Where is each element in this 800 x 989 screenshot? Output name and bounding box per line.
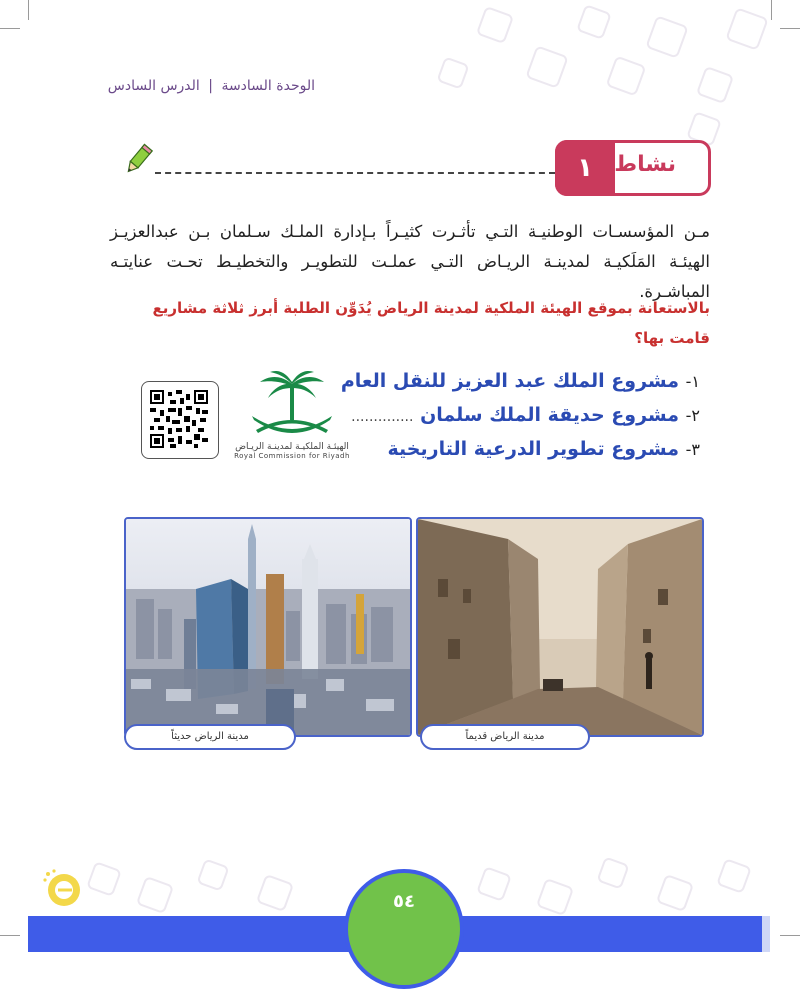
crop-mark bbox=[771, 0, 772, 20]
footer-edge bbox=[762, 916, 770, 952]
photo-modern-riyadh bbox=[124, 517, 412, 737]
answer-text: مشروع تطوير الدرعية التاريخية bbox=[387, 438, 679, 460]
page-number-badge bbox=[344, 869, 464, 989]
answer-line-3 bbox=[360, 438, 700, 460]
unit-title: الوحدة السادسة bbox=[221, 78, 315, 94]
unit-lesson-header bbox=[108, 78, 315, 94]
caption-old-riyadh: مدينة الرياض قديماً bbox=[420, 724, 590, 750]
header-separator: | bbox=[208, 78, 213, 94]
answer-number: ٢- bbox=[685, 406, 700, 425]
crop-mark bbox=[28, 0, 29, 20]
activity-number: ١ bbox=[555, 140, 615, 196]
photo-old-riyadh bbox=[416, 517, 704, 737]
logo-arabic-text: الهيئـة الملكيـة لمدينـة الريـاض bbox=[235, 442, 349, 452]
activity-label: نشاط bbox=[614, 152, 676, 177]
activity-question: بالاستعانة بموقع الهيئة الملكية لمدينة الرياض يُدَوِّن الطلبة أبرز ثلاثة مشاريع قامت بها؟ bbox=[152, 299, 710, 347]
pencil-icon bbox=[120, 142, 156, 178]
answer-line-2: ٢- مشروع حديقة الملك سلمان .............. bbox=[351, 404, 700, 426]
answer-number: ١- bbox=[685, 372, 700, 391]
caption-modern-riyadh: مدينة الرياض حديثاً bbox=[124, 724, 296, 750]
crop-mark bbox=[0, 28, 20, 29]
crop-mark bbox=[780, 28, 800, 29]
royal-commission-logo bbox=[232, 370, 352, 465]
modern-skyline-image bbox=[126, 519, 410, 735]
brand-logo-icon bbox=[40, 866, 84, 910]
old-street-image bbox=[418, 519, 702, 735]
answer-line-1 bbox=[340, 370, 700, 392]
qr-code-icon bbox=[150, 390, 208, 448]
logo-english-text: Royal Commission for Riyadh bbox=[234, 452, 350, 460]
crop-mark bbox=[0, 935, 20, 936]
activity-divider bbox=[155, 172, 555, 174]
crop-mark bbox=[780, 935, 800, 936]
palm-swords-emblem-icon bbox=[232, 370, 352, 440]
answer-number: ٣- bbox=[685, 440, 700, 459]
intro-paragraph: مـن المؤسسـات الوطنيـة التـي تأثـرت كثيـراً بـإدارة الملـك سـلمان بـن عبدالعزيـز الهيئـة المَلَكيـة لمدينـة الريـاض التـي عملـت للتطويـر والتخطيـط تحـت عنايتـه المباشـرة. bbox=[110, 222, 710, 301]
qr-code[interactable] bbox=[141, 381, 219, 459]
answer-text: مشروع الملك عبد العزيز للنقل العام bbox=[340, 370, 679, 392]
lesson-title: الدرس السادس bbox=[107, 78, 200, 94]
page-number: ٥٤ bbox=[393, 891, 415, 912]
answer-text: مشروع حديقة الملك سلمان bbox=[420, 404, 679, 426]
activity-badge bbox=[555, 140, 711, 196]
